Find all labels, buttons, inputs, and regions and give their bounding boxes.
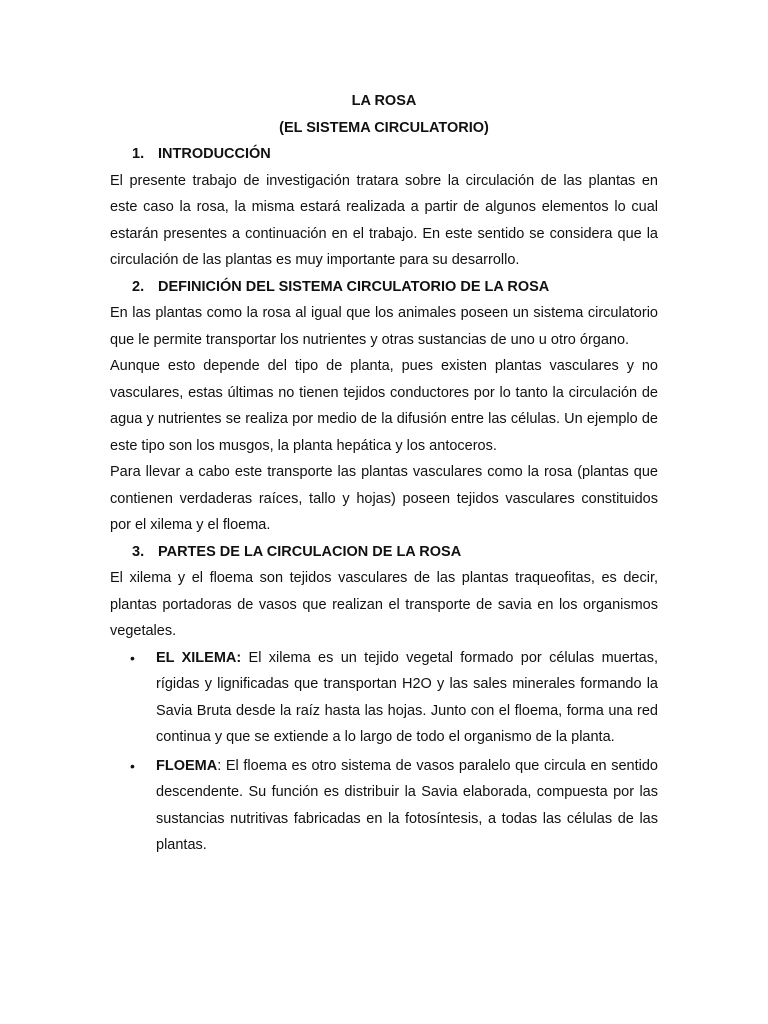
section-heading [110,539,658,566]
bullet-term: FLOEMA [156,757,218,774]
bullet-text: : El floema es otro sistema de vasos paralelo que circula en sentido descendente. Su función es distribuir la Savia elaborada, compuesta por las sustancias nutritivas fabricadas en la fotosíntesis, a todas las células de las plantas. [156,757,658,853]
document-subtitle: (EL SISTEMA CIRCULATORIO) [279,119,489,136]
bullet-term: EL XILEMA: [156,649,242,666]
section-heading-text: DEFINICIÓN DEL SISTEMA CIRCULATORIO DE LA ROSA [158,278,550,295]
section-introduccion [110,141,658,274]
bullet-marker: • [130,757,135,774]
bullet-item-floema [110,753,658,859]
bullet-item-xilema [110,645,658,751]
bullet-list [110,645,658,859]
section-number: 3. [132,543,145,560]
paragraph: Para llevar a cabo este transporte las plantas vasculares como la rosa (plantas que contienen verdaderas raíces, tallo y hojas) poseen tejidos vasculares constituidos por el xilema y el floema. [110,464,658,533]
section-heading-text: INTRODUCCIÓN [158,146,271,162]
bullet-marker: • [130,649,135,666]
document-page [110,88,658,861]
paragraph: Aunque esto depende del tipo de planta, pues existen plantas vasculares y no vasculares, estas últimas no tienen tejidos conductores por lo tanto la circulación de agua y nutrientes se realiza por medio de la difusión entre las células. Un ejemplo de este tipo son los musgos, la planta hepática y los antoceros. [110,358,658,454]
document-title: LA ROSA [351,93,417,109]
paragraph: En las plantas como la rosa al igual que los animales poseen un sistema circulatorio que le permite transportar los nutrientes y otras sustancias de uno u otro órgano. [110,305,658,348]
section-heading-text: PARTES DE LA CIRCULACION DE LA ROSA [158,543,462,560]
section-heading [110,141,658,168]
section-number: 2. [132,278,145,295]
bullet-text: El xilema es un tejido vegetal formado por células muertas, rígidas y lignificadas que transportan H2O y las sales minerales formando la Savia Bruta desde la raíz hasta las hojas. Junto con el floema, forma una red continua y que se extiende a lo largo de todo el organismo de la planta. [156,649,658,745]
paragraph: El xilema y el floema son tejidos vasculares de las plantas traqueofitas, es decir, plantas portadoras de vasos que realizan el transporte de savia en los organismos vegetales. [110,570,658,639]
paragraph: El presente trabajo de investigación tratara sobre la circulación de las plantas en este caso la rosa, la misma estará realizada a partir de algunos elementos lo cual estarán presentes a continuación en el trabajo. En este sentido se considera que la circulación de las plantas es muy importante para su desarrollo. [110,172,658,268]
section-number: 1. [132,146,145,162]
section-heading [110,274,658,301]
section-definicion [110,274,658,539]
section-partes [110,539,658,859]
